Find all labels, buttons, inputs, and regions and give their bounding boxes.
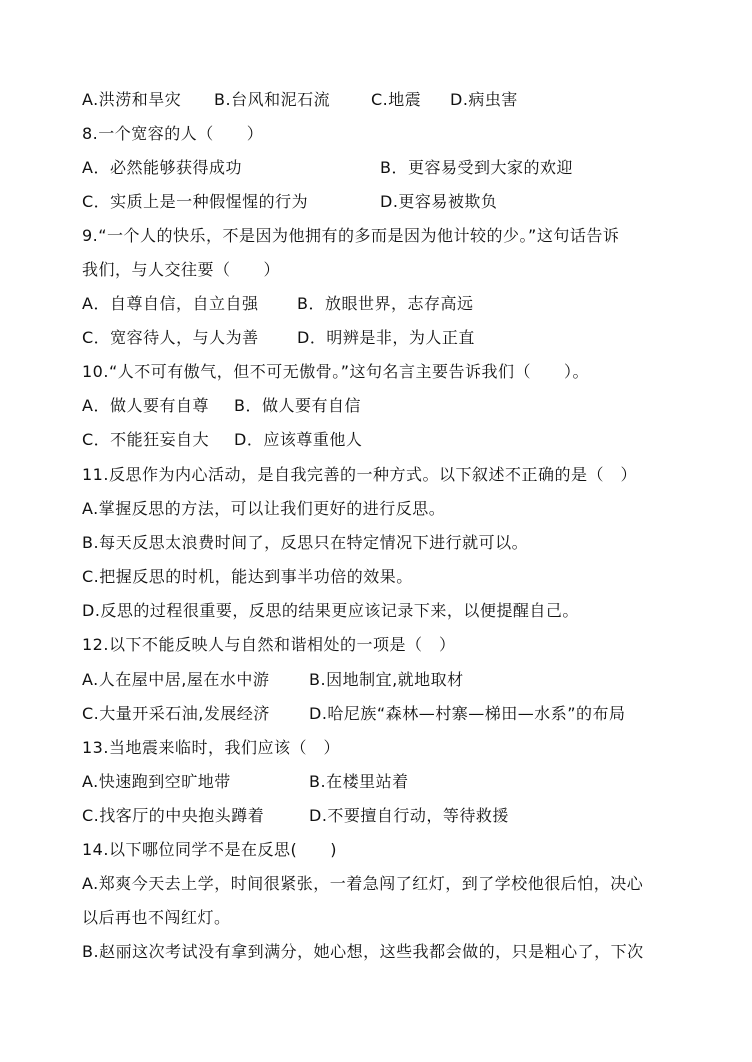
q10-option-d: D．应该尊重他人 [234, 430, 363, 449]
q12-stem: 12.以下不能反映人与自然和谐相处的一项是（ ） [82, 635, 456, 654]
q10-option-c: C．不能狂妄自大 [82, 430, 210, 449]
q9-option-d: D．明辨是非，为人正直 [297, 328, 475, 347]
q11-option-a: A.掌握反思的方法，可以让我们更好的进行反思。 [82, 499, 446, 518]
q7-option-a: A.洪涝和旱灾 [82, 90, 182, 109]
q13-option-a: A.快速跑到空旷地带 [82, 772, 231, 791]
q14-option-a-line-1: A.郑爽今天去上学，时间很紧张，一着急闯了红灯，到了学校他很后怕，决心 [82, 874, 644, 893]
q13-option-d: D.不要擅自行动，等待救援 [309, 806, 509, 825]
q11-option-c: C.把握反思的时机，能达到事半功倍的效果。 [82, 567, 413, 586]
q7-option-c: C.地震 [371, 90, 422, 109]
q11-stem: 11.反思作为内心活动，是自我完善的一种方式。以下叙述不正确的是（ ） [82, 465, 637, 484]
q9-stem-line-2: 我们，与人交往要（ ） [82, 260, 281, 279]
q7-option-d: D.病虫害 [450, 90, 518, 109]
q14-stem: 14.以下哪位同学不是在反思( ) [82, 840, 337, 859]
q12-option-a: A.人在屋中居,屋在水中游 [82, 670, 270, 689]
q10-option-a: A．做人要有自尊 [82, 396, 209, 415]
q8-stem: 8.一个宽容的人（ ） [82, 124, 264, 143]
q9-option-b: B．放眼世界，志存高远 [297, 294, 474, 313]
q14-option-b-line-1: B.赵丽这次考试没有拿到满分，她心想，这些我都会做的，只是粗心了，下次 [82, 942, 644, 961]
q12-option-d: D.哈尼族“森林—村寨—梯田—水系”的布局 [309, 704, 626, 723]
q8-option-d: D.更容易被欺负 [380, 192, 498, 211]
q12-option-c: C.大量开采石油,发展经济 [82, 704, 270, 723]
q9-option-a: A．自尊自信，自立自强 [82, 294, 259, 313]
q14-option-a-line-2: 以后再也不闯红灯。 [82, 908, 231, 927]
q8-option-b: B．更容易受到大家的欢迎 [380, 158, 573, 177]
q10-stem: 10.“人不可有傲气，但不可无傲骨。”这句名言主要告诉我们（ ）。 [82, 362, 590, 381]
q13-stem: 13.当地震来临时，我们应该（ ） [82, 738, 340, 757]
q13-option-b: B.在楼里站着 [309, 772, 409, 791]
q7-option-b: B.台风和泥石流 [214, 90, 331, 109]
q9-option-c: C．宽容待人，与人为善 [82, 328, 259, 347]
q11-option-d: D.反思的过程很重要，反思的结果更应该记录下来，以便提醒自己。 [82, 601, 579, 620]
q11-option-b: B.每天反思太浪费时间了，反思只在特定情况下进行就可以。 [82, 533, 529, 552]
q13-option-c: C.找客厅的中央抱头蹲着 [82, 806, 265, 825]
q12-option-b: B.因地制宜,就地取材 [309, 670, 464, 689]
q8-option-a: A．必然能够获得成功 [82, 158, 242, 177]
q10-option-b: B．做人要有自信 [234, 396, 361, 415]
q8-option-c: C．实质上是一种假惺惺的行为 [82, 192, 309, 211]
q9-stem-line-1: 9.“一个人的快乐，不是因为他拥有的多而是因为他计较的少。”这句话告诉 [82, 226, 620, 245]
